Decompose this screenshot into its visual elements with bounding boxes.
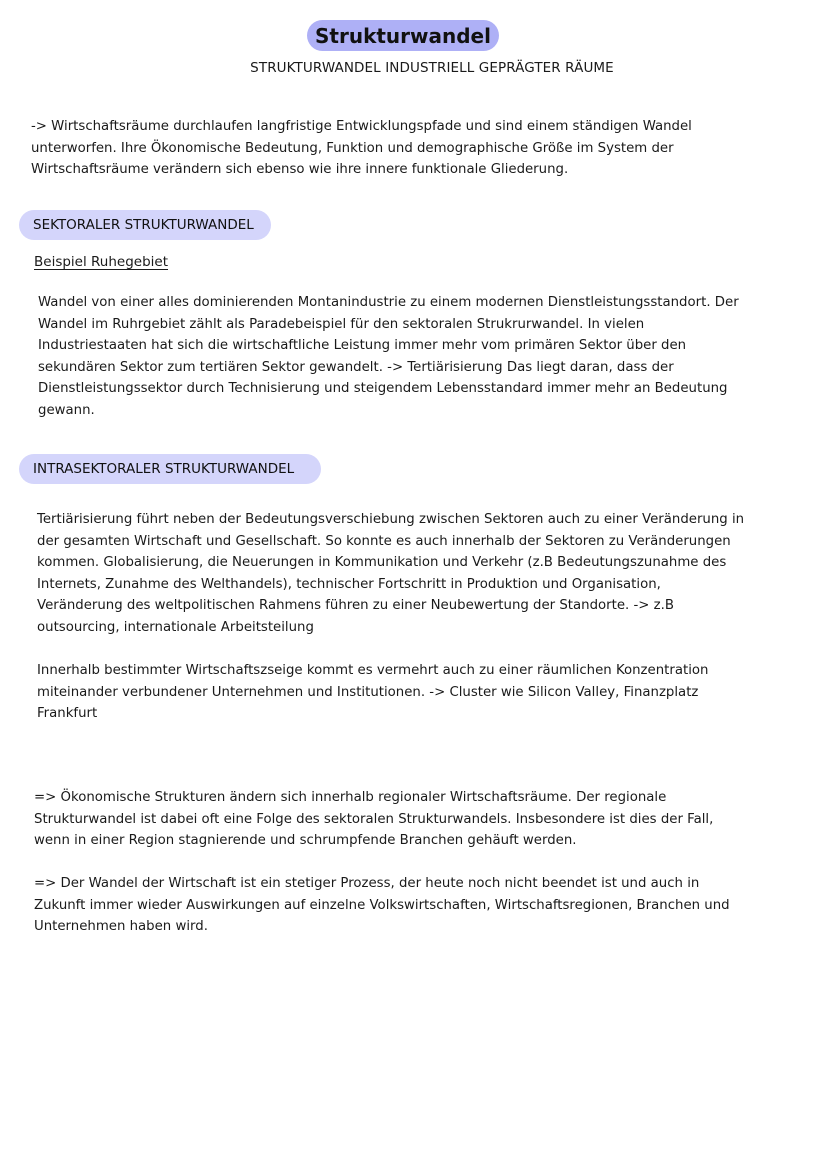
section-heading-intrasektoral: INTRASEKTORALER STRUKTURWANDEL bbox=[19, 454, 321, 484]
intrasektoral-paragraph-2: Innerhalb bestimmter Wirtschaftszseige kommt es vermehrt auch zu einer räumlichen Konzentration miteinander verbundener Unternehmen und Institutionen. -> Cluster wie Silicon Valley, Finanzplatz Frankfurt bbox=[37, 663, 709, 722]
conclusion-paragraph-2: => Der Wandel der Wirtschaft ist ein stetiger Prozess, der heute noch nicht beendet ist und auch in Zukunft immer wieder Auswirkungen auf einzelne Volkswirtschaften, Wirtschaftsregionen, Branchen und Unternehmen haben wird. bbox=[34, 876, 730, 935]
example-heading: Beispiel Ruhegebiet bbox=[34, 254, 169, 270]
sektoral-paragraph: Wandel von einer alles dominierenden Montanindustrie zu einem modernen Dienstleistungsstandort. Der Wandel im Ruhrgebiet zählt als Paradebeispiel für den sektoralen Strukrurwandel. In vielen Industriestaaten hat sich die wirtschaftliche Leistung immer mehr vom primären Sektor über den sekundären Sektor zum tertiären Sektor gewandelt. -> Tertiärisierung Das liegt daran, dass der Dienstleistungssektor durch Technisierung und steigendem Lebensstandard immer mehr an Bedeutung gewann. bbox=[38, 295, 739, 418]
intro-paragraph: -> Wirtschaftsräume durchlaufen langfristige Entwicklungspfade und sind einem ständigen Wandel unterworfen. Ihre Ökonomische Bedeutung, Funktion und demographische Größe im System der Wirtschaftsräume verändern sich ebenso wie ihre innere funktionale Gliederung. bbox=[31, 119, 692, 178]
intrasektoral-paragraph-1: Tertiärisierung führt neben der Bedeutungsverschiebung zwischen Sektoren auch zu einer Veränderung in der gesamten Wirtschaft und Gesellschaft. So konnte es auch innerhalb der Sektoren zu Veränderungen kommen. Globalisierung, die Neuerungen in Kommunikation und Verkehr (z.B Bedeutungszunahme des Internets, Zunahme des Welthandels), technischer Fortschritt in Produktion und Organisation, Veränderung des weltpolitischen Rahmens führen zu einer Neubewertung der Standorte. -> z.B outsourcing, internationale Arbeitsteilung bbox=[37, 512, 745, 635]
page-title: Strukturwandel bbox=[307, 20, 499, 51]
page-subtitle: STRUKTURWANDEL INDUSTRIELL GEPRÄGTER RÄUME bbox=[250, 60, 614, 76]
conclusion-paragraph-1: => Ökonomische Strukturen ändern sich innerhalb regionaler Wirtschaftsräume. Der regionale Strukturwandel ist dabei oft eine Folge des sektoralen Strukturwandels. Insbesondere ist dies der Fall, wenn in einer Region stagnierende und schrumpfende Branchen gehäuft werden. bbox=[34, 790, 714, 849]
section-heading-sektoral: SEKTORALER STRUKTURWANDEL bbox=[19, 210, 271, 240]
